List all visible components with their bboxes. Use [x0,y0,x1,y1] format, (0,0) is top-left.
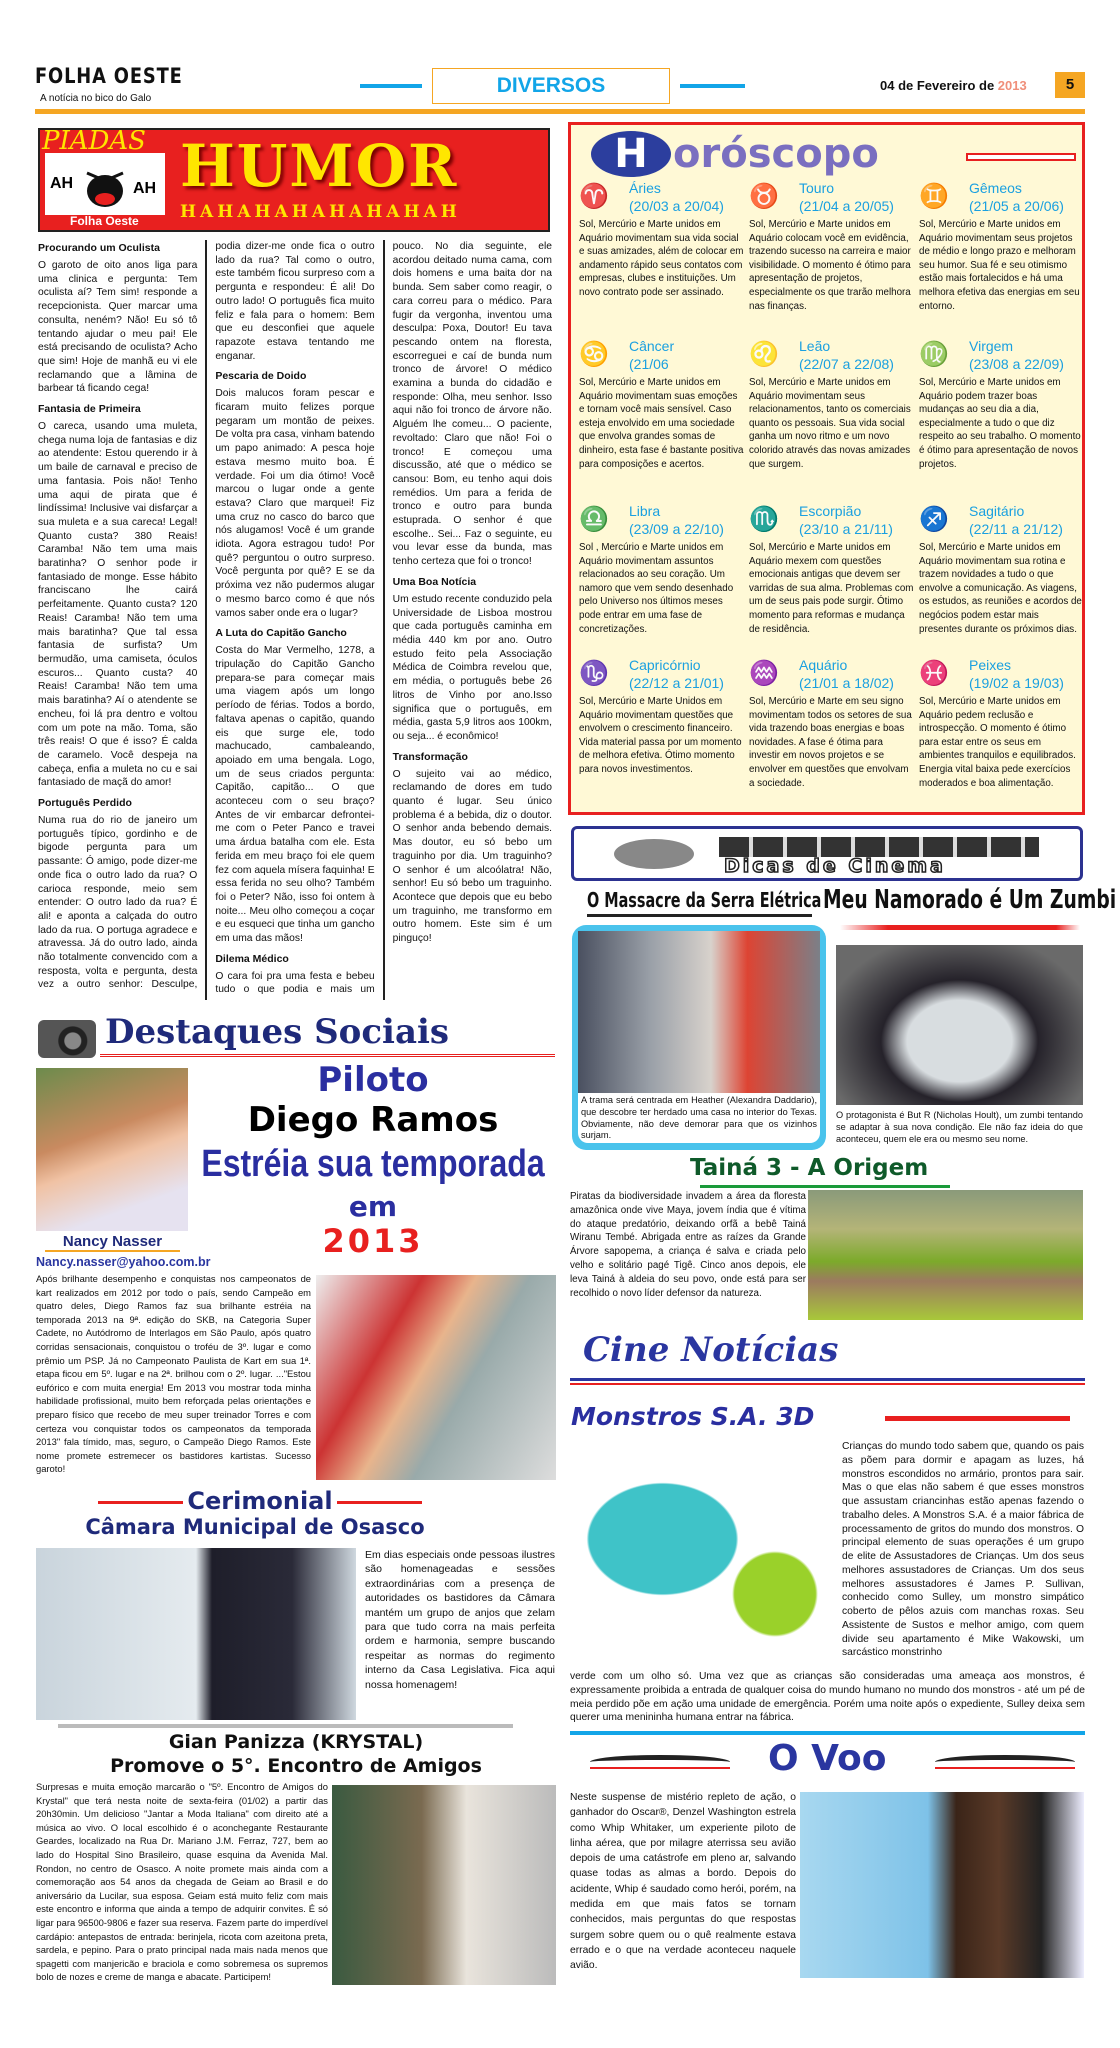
sign-gemini [919,180,1084,313]
title-rest: oróscopo [673,131,879,177]
article-body [36,1780,328,1984]
libra-icon: ♎ [579,506,609,533]
humor-title: HUMOR [180,132,459,200]
title-rule [337,1501,422,1504]
taina-photo [808,1190,1083,1320]
gian-subtitle: Promove o 5°. Encontro de Amigos [110,1755,482,1777]
title-rule [100,1054,555,1057]
headline-line: 2013 [322,1222,424,1260]
joke-text: Dois malucos foram pescar e ficaram muito felizes porque pegaram um montão de peixes. De volta pra casa, vinham batendo um papo animado: A pesca hoje estava mesmo muito boa. É verdade. Foi um dia ótimo! Você marcou o lugar onde a gente estava? Claro que marquei! Fiz uma cruz no casco do barco que nós alugamos! Você é um grande idiota. Agora estragou tudo! Por quê? perguntou o outro surpreso. Você pergunta por quê? E se da próxima vez não pudermos alugar o mesmo barco como é que nós vamos saber onde era o lugar? [215,388,375,619]
humor-banner [38,128,550,232]
sign-text: Sol, Mercúrio e Marte unidos em Aquário movimentam sua vida social e suas amizades, além de colocar em andamento rápido seus contatos com empresas, clubes e instituições. Um novo contrato pode ser assinado. [579,219,744,298]
aries-icon: ♈ [579,183,609,210]
sign-name: Escorpião [799,503,862,519]
massacre-photo [578,931,820,1093]
gian-title: Gian Panizza (KRYSTAL) [168,1731,424,1753]
joke-text: Um estudo recente conduzido pela Universidade de Lisboa mostrou que cada português caminha em média 440 km por ano. Outro estudo feito pela Associação Médica de Coimbra revelou que, em média, o português bebe 26 litros de Vinho por ano.Isso significa que o português, em média, gasta 5,9 litros aos 100km, ou seja... é econômico! [392,593,552,742]
sign-text: Sol, Mercúrio e Marte unidos em Aquário movimentam seus projetos de médio e longo prazo e melhoram seu humor. Sua fé e seu otimismo estão mais fortalecidos e há uma melhora efetiva das energias em seu entorno. [919,219,1080,312]
sign-dates: (23/08 a 22/09) [969,356,1064,372]
sign-aries [579,180,744,300]
joke-title: Transformação [392,750,468,763]
sign-dates: (21/05 a 20/06) [969,198,1064,214]
sign-text: Sol, Mercúrio e Marte unidos em Aquário colocam você em evidência, trazendo sucesso na carreira e maior visibilidade. O momento é ótimo para apresentação de projetos, especialmente os que trarão melhora nas finanças. [749,219,911,312]
taurus-icon: ♉ [749,183,779,210]
sign-text: Sol, Mercúrio e Marte unidos em Aquário movimentam seus relacionamentos, tanto os comerciais quanto os pessoais. Sua vida social ganha um novo ritmo e um novo colorido através das novas amizades que surgem. [749,377,911,470]
date-year: 2013 [997,78,1027,93]
photo-caption [836,1110,1083,1145]
columnist-photo [36,1068,188,1231]
cancer-icon: ♋ [579,341,609,368]
article-body [842,1440,1084,1660]
laughing-face-icon [45,153,165,215]
joke-title: Pescaria de Doido [215,370,307,383]
title-underline [587,914,812,917]
date-text: 04 de Fevereiro de [880,78,995,93]
sign-name: Gêmeos [969,180,1022,196]
title-underline [700,1185,950,1188]
sign-dates: (23/09 a 22/10) [629,521,724,537]
cinema-banner-title: Dicas de Cinema [724,855,946,877]
sign-text: Sol , Mercúrio e Marte unidos em Aquário movimentam assuntos relacionados ao seu coração. Um namoro que vem sendo desenhado pelo Universo nos últimos meses pode entrar em uma fase de concretizações. [579,542,734,635]
sign-libra [579,503,744,636]
sign-capricorn [579,657,744,777]
section-divider [360,84,422,88]
article-body [570,1670,1085,1725]
cerimonial-title [60,1487,460,1515]
article-body [570,1790,796,1974]
headline-line: Piloto [317,1060,429,1100]
sign-text: Sol, Mercúrio e Marte em seu signo movimentam todos os setores de sua vida trazendo boas energias e boas novidades. A fase é ótima para investir em novos projetos e se envolver em questões que envolvam a sociedade. [749,696,912,789]
swoosh-decoration [590,1755,730,1769]
piadas-label: PIADAS [42,128,146,156]
gian-photo [332,1785,556,1985]
sign-name: Leão [799,338,831,354]
horoscope-title [591,131,879,177]
article-body [570,1190,806,1300]
sign-name: Áries [629,180,661,196]
joke-title: Dilema Médico [215,952,289,965]
newspaper-logo: FOLHA OESTE [35,64,183,88]
sign-text: Sol, Mercúrio e Marte unidos em Aquário pedem reclusão e introspecção. O momento é ótimo para estar entre os seus em ambientes tranquilos e equilibrados. Energia vital baixa pede exercícios moderados e boa alimentação. [919,696,1076,789]
sign-leo [749,338,914,471]
article-text: Piratas da biodiversidade invadem a área da floresta amazônica onde vive Maya, jovem índia que é vítima do ataque predatório, deixando orfã a bebê Tainá Wiranu Tembé. Abrigada entre as raízes da Grande Árvore sapopema, a criança é salva e criada pelo velho e solitário pagé Tigê. Cinco anos depois, ele leva Tainá à aldeia do seu povo, onde está para ser recolhido o novo líder defensor da natureza. [570,1191,806,1299]
film-reel-icon [614,839,694,869]
sign-pisces [919,657,1084,790]
movie-title: Monstros S.A. 3D [571,1402,815,1431]
article-text: Após brilhante desempenho e conquistas nos campeonatos de kart realizados em 2012 por todo o país, sendo Campeão em quatro deles, Diego Ramos faz sua brilhante estréia na temporada 2013 na 9ª. edição do SKB, na Categoria Super Cadete, no Autódromo de Interlagos em São Paulo, após quatro corridas sensacionais, conquistou o troféu de 3º. lugar e como prêmio um PSP. Já no Campeonato Paulista de Kart em sua 1ª. etapa ficou em 5º. lugar e na 2ª. brilhou com o 2º. lugar. ..."Estou eufórico e com muita energia! Em 2013 vou mostrar toda minha habilidade profissional, muito bem reforçada pelas orientações e preparo físico que recebo de meu super treinador Torres e com certeza vou conquistar todos os campeonatos da temporada 2013" fala tímido, mas, seguro, o Campeão Diego Ramos. Este nome promete estremecer os bastidores kartistas. Sucesso garoto! [36,1273,311,1475]
svg-text:AH: AH [50,175,74,192]
sign-dates: (21/04 a 20/05) [799,198,894,214]
sign-dates: (22/11 a 21/12) [969,521,1063,537]
article-body [36,1272,311,1476]
page-number: 5 [1055,72,1085,98]
sign-dates: (21/06 [629,356,669,372]
cerimonial-title-text: Cerimonial [187,1487,333,1515]
leo-icon: ♌ [749,341,779,368]
sign-name: Touro [799,180,835,196]
joke-title: A Luta do Capitão Gancho [215,627,347,640]
sign-taurus [749,180,914,313]
sign-name: Câncer [629,338,675,354]
title-rule [885,1416,1070,1421]
caption-text: O protagonista é But R (Nicholas Hoult), um zumbi tentando se adaptar à sua nova condição. Ele não faz ideia do que aconteceu, quem ele era ou mesmo seu nome. [836,1110,1083,1144]
joke-text: O careca, usando uma muleta, chega numa loja de fantasias e diz ao atendente: Estou querendo ir à um baile de carnaval e preciso de uma fantasia. Pois não! Tenho uma aqui de pirata que é lindíssima! Inclusive vai disfarçar a sua muleta e a sua careca! Legal! Quanto custa? 380 Reais! Caramba! Não tem uma mais baratinha? O senhor pode ir fantasiado de monge. Esse hábito franciscano lhe cairá perfeitamente. Quanto custa? 120 Reais! Caramba! Não tem uma mais baratinha? Que tal essa fantasia de surfista? Um bermudão, uma camiseta, óculos escuros... Quanto custa? 40 Reais! Caramba! Não tem uma mais baratinha? Aí o atendente se encheu, foi lá pra dentro e voltou com um pote na mão. Toma, são três reais! O que é isso? É calda de caramelo. Você despeja na cabeça, enfia a muleta no cu e sai fantasiado de maçã do amor! [38,421,198,789]
movie-title: Tainá 3 - A Origem [690,1155,929,1181]
headline-line: Estréia sua temporada [201,1141,545,1185]
issue-date [880,78,1027,93]
sign-text: Sol, Mercúrio e Marte unidos em Aquário movimentam sua rotina e trazem novidades a tudo o que envolve a comunicação. As viagens, os estudos, as reuniões e acordos de negócios podem estar mais presentes durante os próximos dias. [919,542,1082,635]
sign-text: Sol, Mercúrio e Marte unidos em Aquário podem trazer boas mudanças ao seu dia a dia, especialmente a tudo o que diz respeito ao seu trabalho. O momento é ótimo para apresentação de novos projetos. [919,377,1081,470]
swoosh-decoration [935,1755,1075,1769]
sign-text: Sol, Mercúrio e Marte Unidos em Aquário movimentam questões que envolvem o crescimento financeiro. Vida material passa por um momento de melhora efetiva. Ótimo momento para novos investimentos. [579,696,742,775]
section-title: DIVERSOS [432,68,670,104]
movie-title: O Voo [768,1738,887,1779]
cinema-banner [571,826,1083,881]
article-text: Em dias especiais onde pessoas ilustres são homenageadas e sessões extraordinárias com a presença de autoridades os bastidores da Câmara mantém um grupo de anjos que zelam para que tudo corra na mais perfeita ordem e harmonia, sempre buscando respeitar as normas do regimento interno da Casa Legislativa. Fica aqui nossa homenagem! [365,1549,555,1691]
divider [570,1383,1085,1385]
red-swoosh [840,925,1080,930]
divider [570,1378,1085,1381]
sign-text: Sol, Mercúrio e Marte unidos em Aquário movimentam suas emoções e tornam você mais sensível. Caso esteja envolvido em uma sociedade que envolva grandes somas de dinheiro, esta fase é bastante positiva para composições e acertos. [579,377,744,470]
sign-dates: (23/10 a 21/11) [799,521,893,537]
header-rule [35,109,1085,114]
article-body [365,1548,555,1692]
sign-scorpio [749,503,914,636]
section-divider [680,84,745,88]
joke-title: Uma Boa Notícia [392,575,477,588]
headline-line: Diego Ramos [247,1100,499,1140]
photo-caption [578,1093,820,1143]
caption-text: A trama será centrada em Heather (Alexandra Daddario), que descobre ter herdado uma casa no interior do Texas. Obviamente, não deve demorar para que os vizinhos surjam. [581,1095,817,1141]
joke-text: O sujeito vai ao médico, reclamando de dores em tudo quanto é lugar. Seu único problema é a bebida, diz o doutor. O senhor anda bebendo demais. Mas doutor, eu só bebo um traguinho por dia. Um traguinho? O senhor é um alcoólatra! Não, senhor! Eu só bebo um traguinho. Acontece que depois que eu bebo um traguinho, me transformo em outro homem. Este sim é um pinguço! [392,768,552,945]
joke-title: Fantasia de Primeira [38,403,141,416]
laugh-text: HAHAHAHAHAHAHAH [180,202,461,222]
actor-photo [800,1792,1084,1978]
gemini-icon: ♊ [919,183,949,210]
capricorn-icon: ♑ [579,660,609,687]
sign-name: Sagitário [969,503,1025,519]
joke-text: Costa do Mar Vermelho, 1278, a tripulação do Capitão Gancho prepara-se para começar mais uma viagem após um longo período de férias. Todos a bordo, faltava apenas o capitão, quando eis que surge ele, todo machucado, cambaleando, apoiado em uma bengala. Logo, um de seus criados pergunta: Capitão, capitão... O que aconteceu com o seu braço? Antes de vir embarcar defrontei-me com o Peter Panco e travei uma árdua batalha com ele. Esta ferida em meu braço foi ele quem fez com aquela mísera faquinha! E essa ferida no seu olho? Também foi o Peter? Não, isso foi ontem à noite... Meu olho começou a coçar e eu esqueci que tinha um gancho em uma das mãos! [215,645,375,945]
joke-text: O cara foi pra uma festa e bebeu tudo o que podia e mais um pouco. No dia seguinte, ele acordou deitado numa cama, com dois homens e uma baita dor na bunda. Sem saber como reagir, o cara correu para o médico. Para fugir da vergonha, inventou uma desculpa: Poxa, Doutor! Eu tava pescando ontem na floresta, escorreguei e caí de bunda num tronco de árvore! O médico examina a bunda do cidadão e responde: Olha, meu senhor. Isso aqui não foi tronco de árvore não. Alguém lhe comeu... O paciente, revoltado: Claro que não! Foi o tronco! E começou uma discussão, até que o médico se cansou: Bom, eu tenho aqui dois remédios. Um para a ferida de tronco e outro para bunda estuprada. O senhor é que escolhe.. Sei... Faz o seguinte, eu vou levar esse da bunda, mas tenho certeza que foi o tronco! [215,241,552,996]
divider [570,1731,1085,1735]
divider [58,1724,513,1728]
sign-dates: (22/12 a 21/01) [629,675,724,691]
movie-title: O Massacre da Serra Elétrica [587,888,822,912]
film-strip-icon [719,837,1039,857]
monsters-image [575,1440,825,1660]
joke-title: Procurando um Oculista [38,242,160,254]
sign-name: Aquário [799,657,848,673]
joke-text: Numa rua do rio de janeiro um português típico, gordinho e de bigode pergunta para um passante: Ó amigo, pode dizer-me onde fica o outro lado da rua? O carioca responde, meio sem entender: O outro lado da rua? É ali! e aponta a calçada do outro lado da rua. O portuga agradece e atravessa. Já do outro lado, ainda não totalmente convencido com a resposta, volta e pergunta, desta vez a outro senhor: Desculpe, podia dizer-me onde fica o outro lado da rua? Tal como o outro, este também ficou surpreso com a pergunta e respondeu: É ali! Do outro lado! O português fica muito feliz e fala para o homem: Bem que eu desconfiei que aquele rapazote estava tentando me enganar. [38,241,375,991]
sagittarius-icon: ♐ [919,506,949,533]
sign-text: Sol, Mercúrio e Marte unidos em Aquário mexem com questões emocionais antigas que devem ser varridas de sua alma. Problemas com um de seus pais pode surgir. Ótimo momento para reformas e mudança de residência. [749,542,914,635]
movie-title: Meu Namorado é Um Zumbi [823,885,1117,915]
article-text: Neste suspense de mistério repleto de ação, o ganhador do Oscar®, Denzel Washington estrela como Whip Whitaker, um experiente piloto de linha aérea, que por milagre aterrissa seu avião depois de uma catástrofe em pleno ar, salvando quase todas as almas a bordo. Depois do acidente, Whip é saudado como herói, porém, na medida em que mais fatos se tornam conhecidos, mais perguntas do que respostas surgem sobre quem ou o quê realmente estava errado e o que na verdade aconteceu naquele avião. [570,1792,796,1972]
joke-title: Português Perdido [38,797,132,810]
title-initial: H [591,131,671,177]
sign-name: Virgem [969,338,1014,354]
virgo-icon: ♍ [919,341,949,368]
destaques-title: Destaques Sociais [105,1012,450,1052]
massacre-card [572,925,826,1150]
sign-dates: (20/03 a 20/04) [629,198,724,214]
headline-line: em [348,1190,398,1223]
columnist-email: Nancy.nasser@yahoo.com.br [36,1255,211,1269]
scorpio-icon: ♏ [749,506,779,533]
article-text: Crianças do mundo todo sabem que, quando os pais as põem para dormir e apagam as luzes, há monstros escondidos no armário, prontos para sair. Mas o que elas não sabem é que esses monstros que assustam criancinhas estão apenas fazendo o trabalho deles. A Monstros S.A. é a maior fábrica de processamento de gritos do mundo dos monstros. O principal elemento de suas operações é um grupo de elite de Assustadores de Crianças. Um dos seus melhores assustadores de Crianças. Um dos seus melhores assustadores é James P. Sullivan, conhecido como Sulley, um monstro simpático coberto de pêlos azuis com manchas roxas. Seu Assistente de Sustos e melhor amigo, com quem divide seu apartamento é Mike Wakowski, um sarcástico monstrinho [842,1441,1084,1659]
joke-text: O garoto de oito anos liga para uma clinica e pergunta: Tem oculista aí? Tem sim! responde a recepcionista. Quer marcar uma consulta, neném? Não! Eu só tô tentando ajudar o meu pai! Ele está precisando de oculista? Acho que sim! Hoje de manhã eu vi ele reclamando que a lâmina de barbear tá ficando cega! [38,260,198,395]
sign-name: Capricórnio [629,657,701,673]
sign-name: Peixes [969,657,1012,673]
sign-virgo [919,338,1084,471]
cerimonial-subtitle: Câmara Municipal de Osasco [85,1515,425,1539]
sign-dates: (19/02 a 19/03) [969,675,1064,691]
horoscope-box [568,122,1085,815]
newspaper-slogan: A notícia no bico do Galo [40,93,152,104]
svg-text:AH: AH [133,180,157,197]
article-text: Surpresas e muita emoção marcarão o "5º. Encontro de Amigos do Krystal" que terá nesta noite de sexta-feira (01/02) a partir das 20h30min. Um delicioso "Jantar a Moda Italiana" com direito até a música ao vivo. O local escolhido é o aconchegante Restaurante Geardes, localizado na Rua Dr. Mariano J.M. Ferraz, 727, bem ao lado do Hospital Sino Brasileiro, quase esquina da Avenida Mal. Rondon, no centro de Osasco. A noite promete mais ainda com a comemoração aos 54 anos da chegada de Geiam ao Brasil e do aniversário da Lucilar, sua esposa. Geiam está muito feliz com mais este encontro e informa que ainda a tempo de adquirir convites. É só ligar para 96500-9806 e fazer sua reserva. Fazem parte do imperdível cardápio: antepastos de entrada: berinjela, ricota com azeitona preta, sardela, e pepino. Para o prato principal nada mais nada menos que spagetti com manjericão e braciola e como sobremesa os supremos bolo de nozes e creme de manga e abacate. Participem! [36,1781,328,1983]
sign-dates: (22/07 a 22/08) [799,356,894,372]
kart-trophy-photo [316,1275,556,1480]
aquarius-icon: ♒ [749,660,779,687]
cine-noticias-title: Cine Notícias [583,1330,839,1370]
zombie-photo [836,945,1083,1105]
title-bar [966,153,1076,161]
sign-aquarius [749,657,914,790]
banner-brand: Folha Oeste [70,214,139,228]
pisces-icon: ♓ [919,660,949,687]
sign-cancer [579,338,744,471]
jokes-columns [38,240,552,1000]
sign-dates: (21/01 a 18/02) [799,675,894,691]
cerimonial-photo [36,1548,356,1720]
title-rule [98,1501,183,1504]
camera-icon [38,1020,96,1058]
sign-name: Libra [629,503,661,519]
article-text: verde com um olho só. Uma vez que as crianças são consideradas uma ameaça aos monstros, é expressamente proibida a entrada de qualquer coisa do mundo humano no mundo dos monstros - até um pé de meia perdido põe em ação uma unidade de emergência. Porém uma noite após o expediente, Sulley deixa sem querer uma menininha humana entrar na fábrica. [570,1671,1085,1724]
columnist-name: Nancy Nasser [45,1233,180,1252]
sign-sagittarius [919,503,1084,636]
